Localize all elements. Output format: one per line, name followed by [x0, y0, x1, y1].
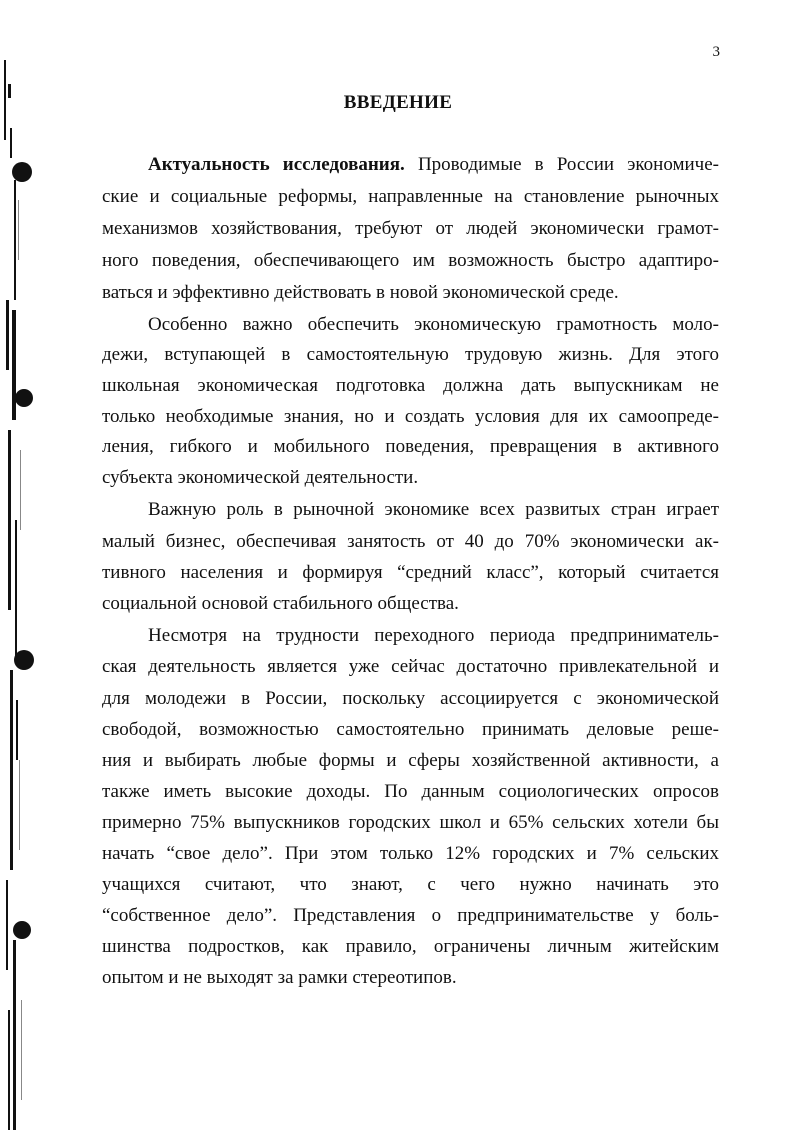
text-line: ская деятельность является уже сейчас достаточно привлекательной и [102, 656, 719, 677]
text-line: ские и социальные реформы, направленные на становление рыночных [102, 186, 719, 207]
text-line: учащихся считают, что знают, с чего нужно начинать это [102, 874, 719, 895]
text-line: ления, гибкого и мобильного поведения, превращения в активного [102, 436, 719, 457]
text-line: свободой, возможностью самостоятельно принимать деловые реше- [102, 719, 719, 740]
text-line: дежи, вступающей в самостоятельную трудовую жизнь. Для этого [102, 344, 719, 365]
text-line: Важную роль в рыночной экономике всех развитых стран играет [148, 499, 719, 520]
page-number: 3 [712, 44, 720, 60]
text-line: субъекта экономической деятельности. [102, 467, 419, 488]
lead-bold-text: Актуальность исследования. [148, 154, 405, 175]
section-title: ВВЕДЕНИЕ [343, 92, 453, 113]
text-line: опытом и не выходят за рамки стереотипов. [102, 967, 457, 988]
text-line: социальной основой стабильного общества. [102, 593, 459, 614]
text-line: малый бизнес, обеспечивая занятость от 40 до 70% экономически ак- [102, 531, 719, 552]
text-line: “собственное дело”. Представления о предпринимательстве у боль- [102, 905, 719, 926]
text-line: для молодежи в России, поскольку ассоциируется с экономической [102, 688, 719, 709]
text-line: ния и выбирать любые формы и сферы хозяйственной активности, а [102, 750, 719, 771]
text-line: ваться и эффективно действовать в новой экономической среде. [102, 282, 619, 303]
scan-edge-artifacts [0, 0, 40, 1132]
text-line: школьная экономическая подготовка должна дать выпускникам не [102, 375, 719, 396]
text-line: Актуальность исследования. Проводимые в России экономиче- [148, 154, 719, 175]
text-line: примерно 75% выпускников городских школ и 65% сельских хотели бы [102, 812, 719, 833]
text-line: также иметь высокие доходы. По данным социологических опросов [102, 781, 719, 802]
text-line: начать “свое дело”. При этом только 12% городских и 7% сельских [102, 843, 719, 864]
text-line: тивного населения и формируя “средний класс”, который считается [102, 562, 719, 583]
text-line: только необходимые знания, но и создать условия для их самоопреде- [102, 406, 719, 427]
text-line: ного поведения, обеспечивающего им возможность быстро адаптиро- [102, 250, 719, 271]
text-line: Особенно важно обеспечить экономическую грамотность моло- [148, 314, 719, 335]
text-line: Несмотря на трудности переходного периода предприниматель- [148, 625, 719, 646]
text-line: механизмов хозяйствования, требуют от людей экономически грамот- [102, 218, 719, 239]
text-line: шинства подростков, как правило, ограничены личным житейским [102, 936, 719, 957]
